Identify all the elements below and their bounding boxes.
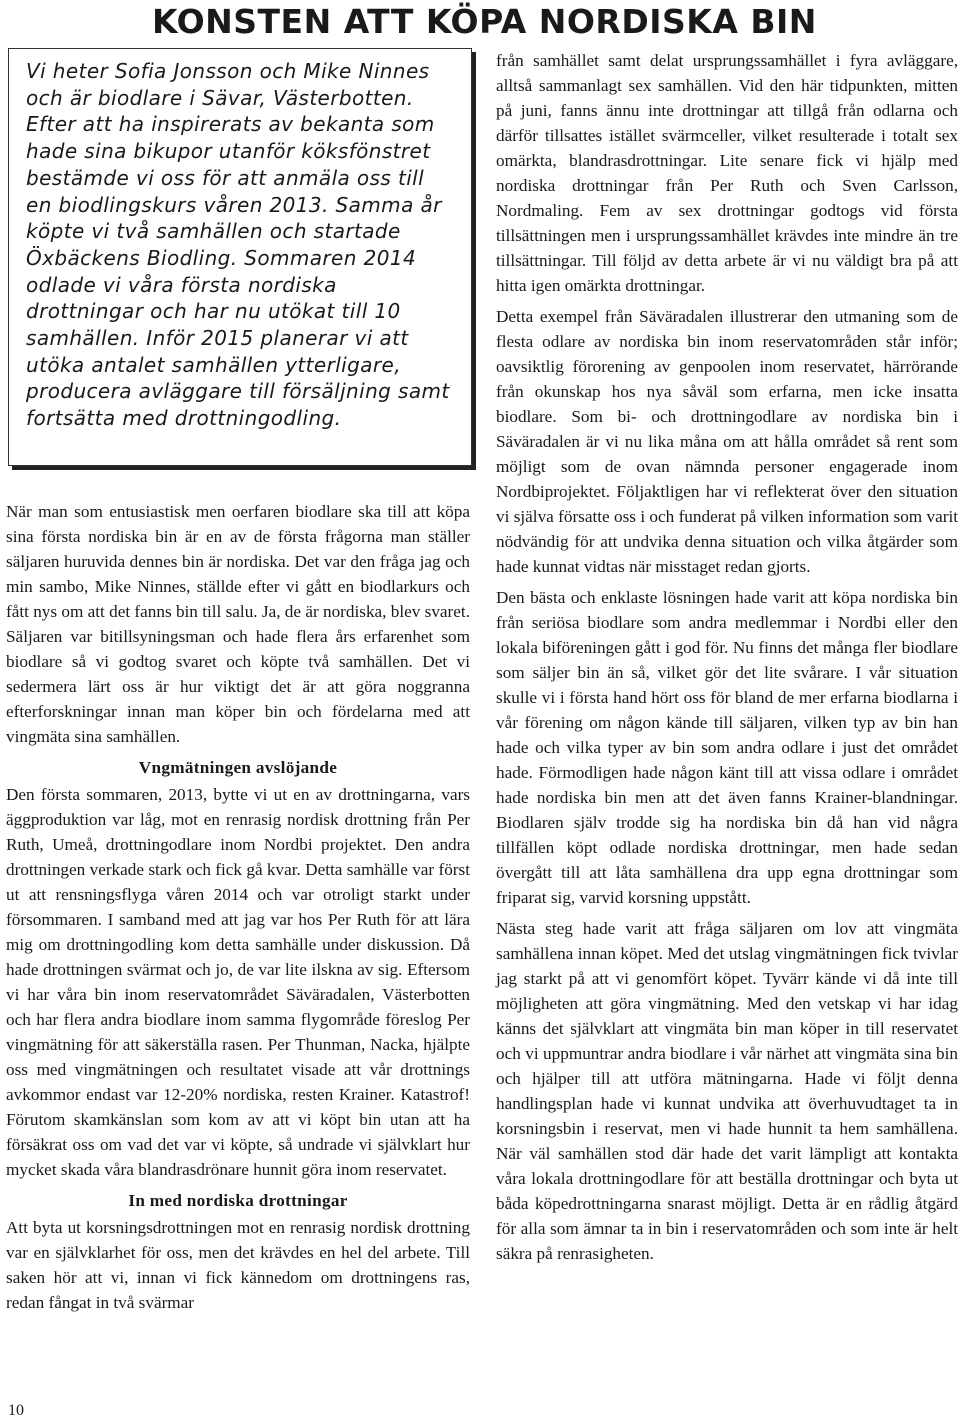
page-number: 10: [8, 1402, 24, 1419]
body-paragraph: Att byta ut korsningsdrottningen mot en renrasig nordisk drottning var en självklarhet för oss, men det krävdes en hel del arbete. Till saken hör att vi, innan vi fick kännedom om drottningens ras, redan fångat in två svärmar: [6, 1218, 470, 1312]
article-title: KONSTEN ATT KÖPA NORDISKA BIN: [152, 2, 817, 41]
body-paragraph: från samhället samt delat ursprungssamhället i fyra avläggare, alltså sammanlagt sex samhällen. Vid den här tidpunkten, mitten på juni, fanns ännu inte drottningar att tillgå från odlarna och därför tillsattes istället svärmceller, vilket resulterade i totalt sex omärkta, blandrasdrottningar. Lite senare fick vi hjälp med nordiska drottningar från Per Ruth och Sven Carlsson, Nordmaling. Fem av sex drottningar godtogs vid första tillsättningen men i ursprungssamhället krävdes inte mindre än tre tillsättningar. Till följd av detta arbete är vi nu väldigt bra på att hitta igen omärkta drottningar.: [496, 51, 958, 295]
section-heading: In med nordiska drottningar: [128, 1191, 348, 1210]
section-heading: Vngmätningen avslöjande: [138, 758, 338, 777]
left-column: [6, 499, 470, 1315]
right-column: [496, 48, 958, 1272]
body-paragraph: Detta exempel från Säväradalen illustrerar den utmaning som de flesta odlare av nordiska bin inom reservatområden står inför; oavsiktlig förorening av genpoolen inom reservatet, härrörande från okunskap hos nya såväl som erfarna, men icke insatta biodlare. Som bi- och drottningodlare av nordiska bin i Säväradalen är vi nu lika måna om att hålla området så rent som möjligt som de ovan nämnda personer engagerade inom Nordbiprojektet. Följaktligen har vi reflekterat över den situation vi själva försatte oss i och funderat på vilken information som varit nödvändig för att undvika denna situation och vilka åtgärder som hade kunnat vidtas när misstaget redan gjorts.: [496, 307, 958, 576]
body-paragraph: Den första sommaren, 2013, bytte vi ut en av drottningarna, vars äggproduktion var låg, mot en renrasig nordisk drottning från Per Ruth, Umeå, drottningodlare inom Nordbi projektet. Den andra drottningen verkade stark och fick gå kvar. Detta samhälle var först ut att rensningsflyga våren 2014 och var otroligt starkt under försommaren. I samband med att jag var hos Per Ruth för att lära mig om drottningodling kom detta samhälle under diskussion. Då hade drottningen svärmat och jo, de var lite ilskna av sig. Eftersom vi har våra bin inom reservatområdet Säväradalen, Västerbotten och har flera andra biodlare inom samma flygområde föreslog Per vingmätning för att säkerställa rasen. Per Thunman, Nacka, hjälpte oss med vingmätningen och resultatet visade att vår drottnings avkommor endast var 12-20% nordiska, resten Krainer. Katastrof! Förutom skamkänslan som kom av att vi köpt bin utan att ha försäkrat oss om vad det var vi köpte, så undrade vi självklart hur mycket skada våra blandrasdrönare hunnit göra inom reservatet.: [6, 785, 470, 1179]
body-paragraph: När man som entusiastisk men oerfaren biodlare ska till att köpa sina första nordiska bin är en av de första frågorna man ställer säljaren huruvida dennes bin är nordiska. Det var den fråga jag och min sambo, Mike Ninnes, ställde efter vi gått en biodlarkurs och fått nys om att det fanns bin till salu. Ja, de är nordiska, blev svaret. Säljaren var bitillsyningsman och hade flera års erfarenhet som biodlare så vi godtog svaret och köpte två samhällen. Det vi sedermera lärt oss är hur viktigt det är att göra noggranna efterforskningar innan man köper bin och fördelarna med att vingmäta sina samhällen.: [6, 502, 470, 746]
body-paragraph: Den bästa och enklaste lösningen hade varit att köpa nordiska bin från seriösa biodlare som andra medlemmar i Nordbi eller den lokala biföreningen gått i god för. Nu finns det många fler biodlare som säljer bin än så, vilket gör det lite svårare. I vår situation skulle vi i första hand hört oss för bland de mer erfarna biodlarna i vår förening om någon kände till säljaren, vilken typ av bin han hade och vilka typer av bin som andra odlare i just det området hade. Förmodligen hade någon känt till att vissa odlare i området hade nordiska bin men att det även fanns Krainer-blandningar. Biodlaren själv trodde sig ha nordiska bin då han vid några tillfällen köpt odlade nordiska drottningar, men hade sedan övergått till att låta samhällena dra upp egna drottningar som friparat sig, varvid korsning uppstått.: [496, 588, 958, 907]
body-paragraph: Nästa steg hade varit att fråga säljaren om lov att vingmäta samhällena innan köpet. Med det utslag vingmätningen fick tvivlar jag starkt på att vi genomfört köpet. Tyvärr kände vi då inte till möjligheten att göra vingmätning. Med den vetskap vi har idag känns det självklart att vingmäta bin man köper in till reservatet och vi uppmuntrar andra biodlare i vår närhet att vingmäta sina bin och hjälper till att utföra mätningarna. Hade vi följt denna handlingsplan hade vi kunnat undvika att överhuvudtaget ta in korsningsbin i reservat, men vi hade hunnit ta hem samhällena. När väl samhällen stod där hade det varit lämpligt att kontakta våra lokala drottningodlare för att beställa drottningar och byta ut båda köpedrottningarna snarast möjligt. Detta är en rådlig åtgärd för alla som ämnar ta in bin i reservatområden och som inte är helt säkra på renrasigheten.: [496, 919, 958, 1263]
intro-text: Vi heter Sofia Jonsson och Mike Ninnes och är biodlare i Sävar, Västerbotten. Efter att ha inspirerats av bekanta som hade sina bikupor utanför köksfönstret bestämde vi oss för att anmäla oss till en biodlingskurs våren 2013. Samma år köpte vi två samhällen och startade Öxbäckens Biodling. Sommaren 2014 odlade vi våra första nordiska drottningar och har nu utökat till 10 samhällen. Inför 2015 planerar vi att utöka antalet samhällen ytterligare, producera avläggare till försäljning samt fortsätta med drottningodling.: [26, 59, 450, 431]
